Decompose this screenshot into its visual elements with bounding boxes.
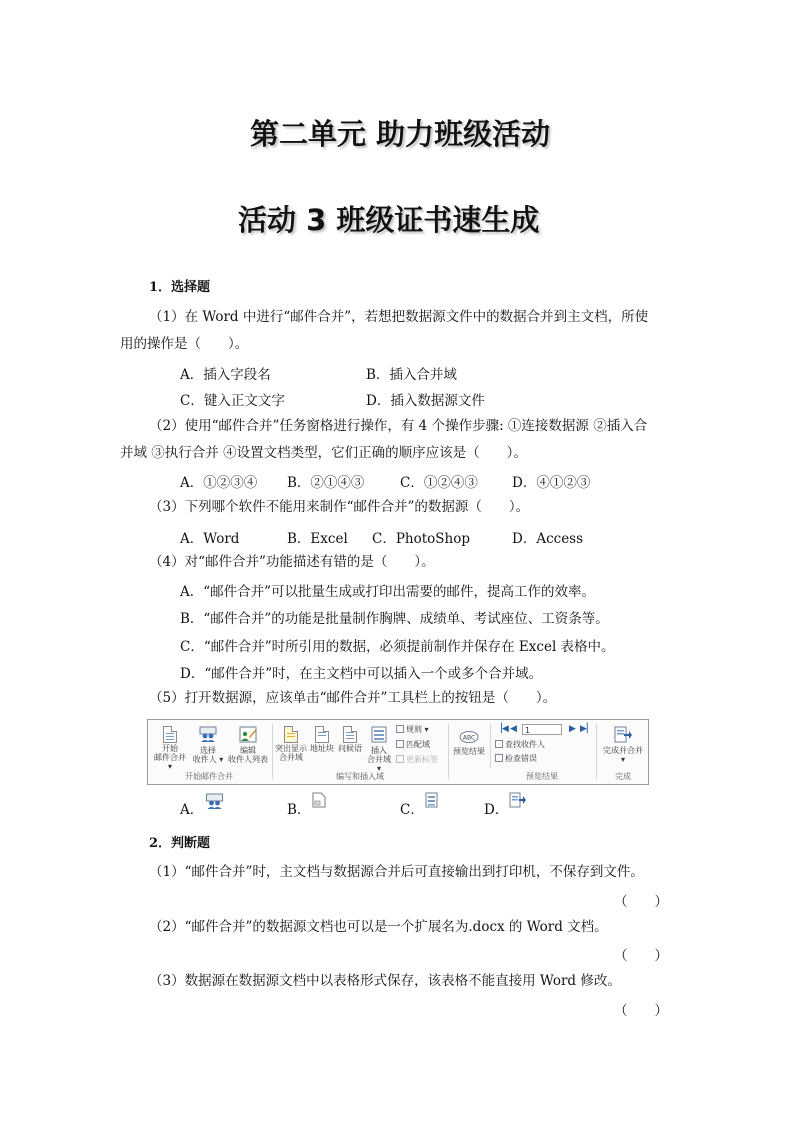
greeting-icon [343, 726, 357, 743]
update-labels-icon [396, 755, 404, 763]
start-merge-doc-icon [312, 792, 326, 808]
q5-option-b: B． [287, 802, 311, 818]
q1-option-d: D．插入数据源文件 [366, 393, 485, 409]
ribbon-group-write-insert [274, 720, 446, 784]
select-recipients-label-2: 收件人 ▾ [192, 755, 224, 764]
preview-icon [459, 730, 479, 744]
q4-option-c: C．“邮件合并”时所引用的数据，必须提前制作并保存在 Excel 表格中。 [180, 639, 615, 655]
section-heading-judgement: 2．判断题 [149, 836, 211, 851]
find-recipient-label: 查找收件人 [505, 740, 545, 749]
q4-line1: （4）对“邮件合并”功能描述有错的是（ ）。 [149, 554, 435, 570]
match-fields-button[interactable] [396, 740, 430, 750]
highlight-label-1: 突出显示 [275, 744, 307, 753]
tf-item-1: （1）“邮件合并”时，主文档与数据源合并后可直接输出到打印机，不保存到文件。 [149, 864, 644, 880]
insert-field-icon [371, 726, 387, 743]
edit-recipient-list-label-2: 收件人列表 [228, 755, 268, 764]
insert-field-label-2: 合并域 ▾ [367, 755, 391, 773]
section-heading-choice: 1．选择题 [149, 280, 211, 295]
last-record-icon[interactable]: ▶▏ [580, 724, 594, 734]
edit-list-icon [239, 726, 257, 743]
rules-label: 规则 ▾ [406, 725, 429, 734]
q3-option-b: B．Excel [287, 531, 348, 547]
insert-merge-field-button[interactable] [364, 726, 394, 773]
match-fields-icon [396, 740, 404, 748]
preview-results-label: 预览结果 [453, 747, 485, 756]
check-errors-button[interactable] [495, 754, 537, 764]
q5-option-d: D． [484, 802, 509, 818]
update-labels-button[interactable] [396, 755, 438, 765]
q2-option-d: D．④①②③ [512, 475, 591, 491]
ribbon-separator [596, 724, 597, 779]
tf-item-2: （2）“邮件合并”的数据源文档也可以是一个扩展名为.docx 的 Word 文档。 [149, 919, 608, 935]
previous-record-icon[interactable]: ◀ [510, 724, 517, 734]
ribbon-group-finish [598, 720, 648, 784]
q2-option-b: B．②①④③ [287, 475, 365, 491]
q5-option-c: C． [400, 802, 424, 818]
q4-option-d: D．“邮件合并”时，在主文档中可以插入一个或多个合并域。 [180, 666, 543, 682]
find-recipient-icon [495, 740, 503, 748]
q2-line2: 并域 ③执行合并 ④设置文档类型，它们正确的顺序应该是（ ）。 [120, 445, 527, 461]
rules-icon [396, 725, 404, 733]
ribbon-separator [272, 724, 273, 779]
edit-recipient-list-button[interactable] [226, 726, 270, 764]
tf-item-3: （3）数据源在数据源文档中以表格形式保存，该表格不能直接用 Word 修改。 [149, 973, 621, 989]
finish-merge-button[interactable] [598, 726, 648, 764]
q1-option-b: B．插入合并域 [366, 367, 457, 383]
document-icon [163, 726, 177, 743]
activity-title: 活动 3 班级证书速生成 [238, 203, 540, 237]
q3-line1: （3）下列哪个软件不能用来制作“邮件合并”的数据源（ ）。 [149, 499, 530, 515]
tf-answer-1[interactable]: （ ） [614, 894, 668, 910]
q1-option-c: C．键入正文文字 [180, 393, 285, 409]
q4-option-a: A．“邮件合并”可以批量生成或打印出需要的邮件，提高工作的效率。 [180, 584, 596, 600]
finish-merge-icon [614, 726, 632, 743]
q1-line1: （1）在 Word 中进行“邮件合并”，若想把数据源文件中的数据合并到主文档，所使 [149, 309, 649, 325]
finish-and-merge-icon [509, 792, 527, 808]
record-number-input[interactable]: 1 [522, 724, 562, 735]
check-errors-icon [495, 754, 503, 762]
ribbon-group-start-merge [148, 720, 270, 784]
recipients-icon [199, 726, 217, 743]
q1-line2: 用的操作是（ ）。 [120, 336, 249, 352]
start-mail-merge-button[interactable] [151, 726, 189, 771]
ribbon-separator [490, 724, 491, 768]
address-block-button[interactable] [308, 726, 336, 753]
address-block-icon [315, 726, 329, 743]
q5-option-a: A． [180, 802, 204, 818]
start-mail-merge-label-1: 开始 [162, 744, 178, 753]
edit-recipient-list-label-1: 编辑 [240, 746, 256, 755]
ribbon-group-preview [450, 720, 594, 784]
select-recipients-label-1: 选择 [200, 746, 216, 755]
finish-merge-label: 完成并合并 [603, 746, 643, 755]
group-label-preview: 预览结果 [526, 772, 558, 781]
q2-line1: （2）使用“邮件合并”任务窗格进行操作，有 4 个操作步骤: ①连接数据源 ②插入合 [149, 418, 648, 434]
q1-option-a: A．插入字段名 [180, 367, 271, 383]
next-record-icon[interactable]: ▶ [569, 724, 576, 734]
first-record-icon[interactable]: ▕◀ [495, 724, 509, 734]
q2-option-a: A．①②③④ [180, 475, 258, 491]
address-block-label: 地址块 [310, 744, 334, 753]
tf-answer-3[interactable]: （ ） [614, 1003, 668, 1019]
q5-line1: （5）打开数据源，应该单击“邮件合并”工具栏上的按钮是（ ）。 [149, 690, 557, 706]
insert-field-label-1: 插入 [371, 746, 387, 755]
highlight-merge-fields-button[interactable] [274, 726, 308, 762]
highlight-icon [284, 726, 298, 743]
q3-option-a: A．Word [180, 531, 240, 547]
mail-merge-ribbon [147, 719, 649, 785]
finish-merge-arrow: ▾ [620, 755, 625, 764]
q2-option-c: C．①②④③ [400, 475, 478, 491]
find-recipient-button[interactable] [495, 740, 545, 750]
check-errors-label: 检查错误 [505, 754, 537, 763]
group-label-write-insert: 编写和插入域 [336, 772, 384, 781]
greeting-line-button[interactable] [336, 726, 364, 753]
group-label-start-merge: 开始邮件合并 [185, 772, 233, 781]
group-label-finish: 完成 [615, 772, 631, 781]
update-labels-label: 更新标签 [406, 755, 438, 764]
match-fields-label: 匹配域 [406, 740, 430, 749]
select-recipients-icon [205, 793, 224, 810]
preview-results-button[interactable] [450, 730, 488, 756]
unit-title: 第二单元 助力班级活动 [250, 117, 551, 151]
q3-option-d: D．Access [512, 531, 584, 547]
start-mail-merge-label-2: 邮件合并 ▾ [154, 753, 186, 771]
svg-text:ABC: ABC [462, 734, 476, 742]
insert-merge-field-icon [425, 792, 438, 808]
rules-button[interactable] [396, 725, 429, 735]
greeting-line-label: 问候语 [338, 744, 362, 753]
q4-option-b: B．“邮件合并”的功能是批量制作胸牌、成绩单、考试座位、工资条等。 [180, 611, 609, 627]
select-recipients-button[interactable] [190, 726, 226, 764]
q3-option-c: C．PhotoShop [372, 531, 471, 547]
tf-answer-2[interactable]: （ ） [614, 948, 668, 964]
ribbon-separator [448, 724, 449, 779]
highlight-label-2: 合并域 [279, 753, 303, 762]
